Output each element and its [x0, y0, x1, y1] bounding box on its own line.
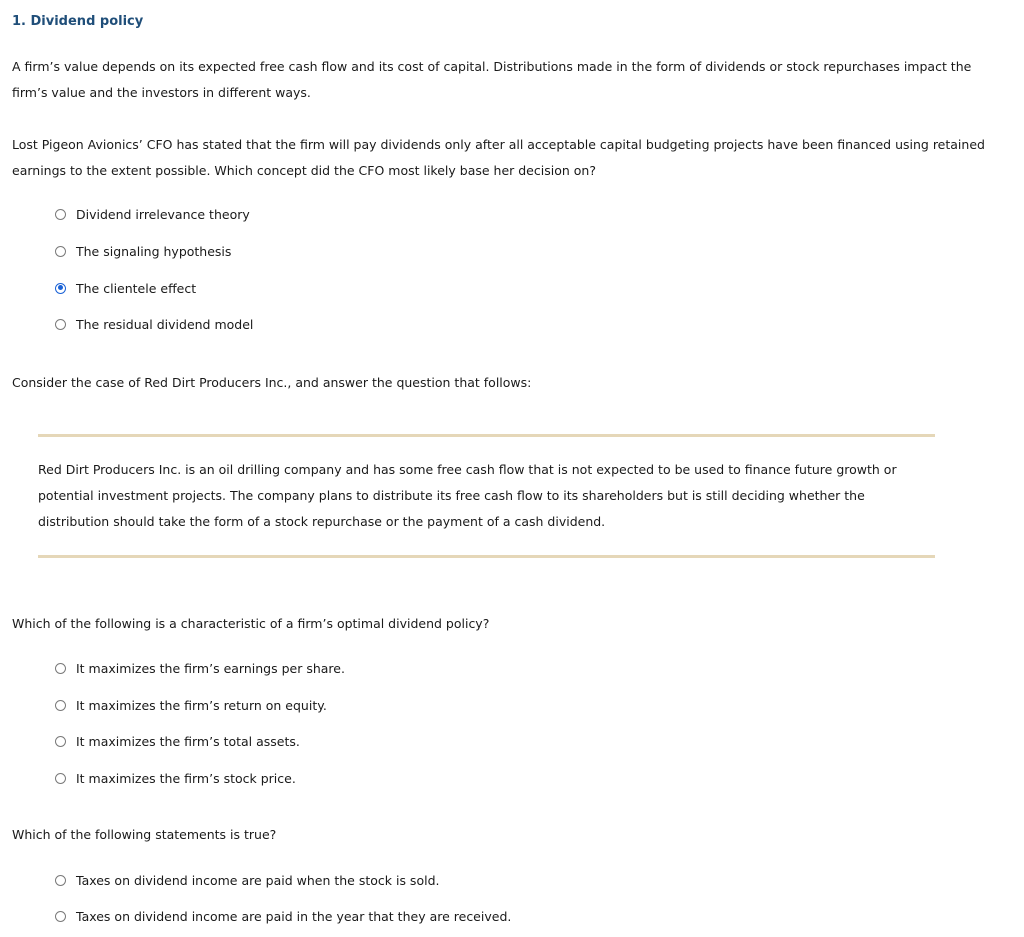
- q2-option-3-label: It maximizes the firm’s total assets.: [76, 733, 300, 749]
- q3-option-2[interactable]: [55, 907, 511, 925]
- q1-option-2[interactable]: [55, 242, 231, 260]
- q1-option-2-label: The signaling hypothesis: [76, 243, 232, 259]
- q2-option-1-label: It maximizes the firm’s earnings per share.: [76, 660, 345, 676]
- q2-option-4-label: It maximizes the firm’s stock price.: [76, 770, 296, 786]
- q2-option-2[interactable]: [55, 696, 327, 714]
- q3-option-1-radio[interactable]: [55, 875, 66, 886]
- q1-option-1-radio[interactable]: [55, 209, 66, 220]
- q2-option-1-radio[interactable]: [55, 663, 66, 674]
- case-intro: Consider the case of Red Dirt Producers Inc., and answer the question that follows:: [12, 375, 532, 390]
- q2-option-1[interactable]: [55, 659, 345, 677]
- q1-option-1-label: Dividend irrelevance theory: [76, 206, 250, 222]
- q2-option-2-label: It maximizes the firm’s return on equity.: [76, 697, 327, 713]
- q3-option-2-label: Taxes on dividend income are paid in the year that they are received.: [76, 908, 512, 924]
- q1-option-1[interactable]: [55, 205, 250, 223]
- q1-option-2-radio[interactable]: [55, 246, 66, 257]
- q1-option-4-radio[interactable]: [55, 319, 66, 330]
- q2-option-2-radio[interactable]: [55, 700, 66, 711]
- case-description: Red Dirt Producers Inc. is an oil drilling company and has some free cash flow that is not expected to be used to finance future growth or potential investment projects. The company plans to distribute its free cash flow to its shareholders but is still deciding whether the distribution should take the form of a stock repurchase or the payment of a cash dividend.: [38, 462, 897, 529]
- q2-option-4-radio[interactable]: [55, 773, 66, 784]
- case-bottom-divider: [38, 555, 935, 558]
- q1-option-3-label: The clientele effect: [76, 280, 197, 296]
- q1-option-3[interactable]: [55, 279, 196, 297]
- q1-option-3-radio-selected[interactable]: [55, 283, 66, 294]
- q2-option-3[interactable]: [55, 732, 300, 750]
- q3-prompt: Which of the following statements is true?: [12, 827, 277, 842]
- case-top-divider: [38, 434, 935, 437]
- question-title: 1. Dividend policy: [12, 14, 144, 29]
- q3-option-1[interactable]: [55, 871, 439, 889]
- q2-option-3-radio[interactable]: [55, 736, 66, 747]
- q3-option-1-label: Taxes on dividend income are paid when the stock is sold.: [76, 872, 440, 888]
- q3-option-2-radio[interactable]: [55, 911, 66, 922]
- q2-prompt: Which of the following is a characteristic of a firm’s optimal dividend policy?: [12, 616, 490, 631]
- q1-option-4[interactable]: [55, 315, 253, 333]
- q1-option-4-label: The residual dividend model: [76, 316, 254, 332]
- intro-paragraph: A firm’s value depends on its expected free cash flow and its cost of capital. Distributions made in the form of dividends or stock repurchases impact the firm’s value and the investors in different ways.: [12, 59, 972, 100]
- q1-prompt: Lost Pigeon Avionics’ CFO has stated that the firm will pay dividends only after all acceptable capital budgeting projects have been financed using retained earnings to the extent possible. Which concept did the CFO most likely base her decision on?: [12, 137, 985, 178]
- q2-option-4[interactable]: [55, 769, 296, 787]
